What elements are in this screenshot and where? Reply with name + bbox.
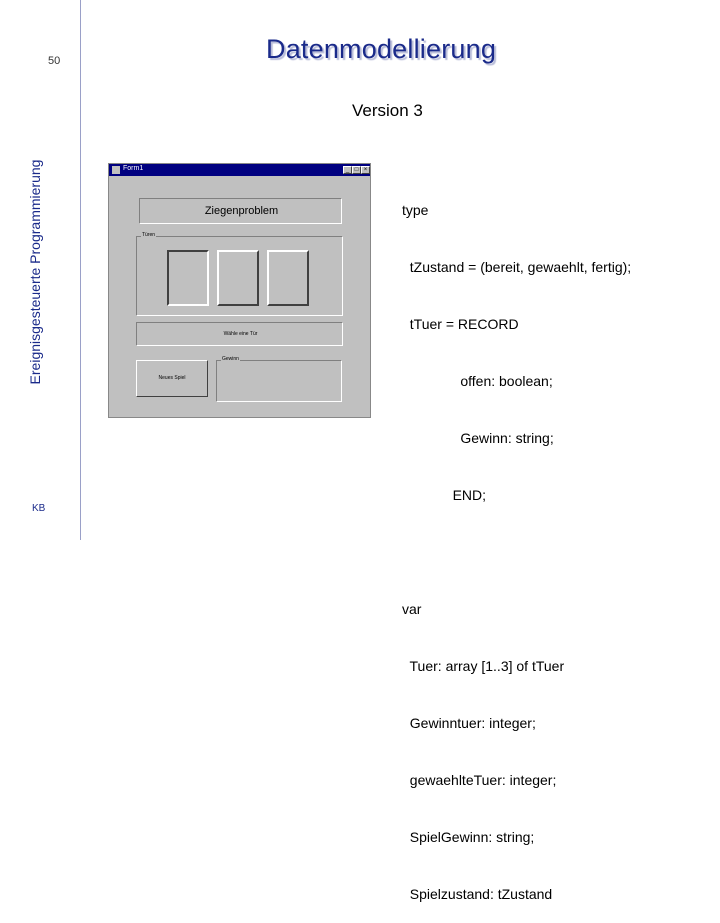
doors-groupbox: [136, 232, 343, 316]
code-blank-line: [402, 543, 631, 562]
form-heading: Ziegenproblem: [204, 205, 279, 217]
heading-panel: [139, 198, 342, 224]
minimize-icon[interactable]: _: [343, 166, 352, 174]
code-line: tTuer = RECORD: [402, 316, 519, 332]
form-titlebar: [109, 164, 370, 176]
app-icon: [112, 166, 120, 174]
status-text: Wähle eine Tür: [223, 331, 258, 337]
code-line: offen: boolean;: [402, 373, 553, 389]
close-icon[interactable]: ×: [361, 166, 370, 174]
code-line: type: [402, 202, 429, 218]
code-line: SpielGewinn: string;: [402, 829, 535, 845]
page-number: 50: [48, 55, 61, 67]
maximize-icon[interactable]: □: [352, 166, 361, 174]
status-panel: [136, 322, 343, 346]
code-line: Gewinntuer: integer;: [402, 715, 536, 731]
door-1-button[interactable]: [167, 250, 209, 306]
code-line: tZustand = (bereit, gewaehlt, fertig);: [402, 259, 632, 275]
code-listing: [402, 163, 631, 923]
code-line: END;: [402, 487, 487, 503]
code-line: gewaehlteTuer: integer;: [402, 772, 557, 788]
vertical-course-title: Ereignisgesteuerte Programmierung: [27, 159, 43, 385]
vertical-divider: [80, 0, 81, 540]
form-screenshot: [108, 163, 371, 418]
result-groupbox: [216, 356, 342, 402]
code-line: var: [402, 601, 422, 617]
new-game-button[interactable]: [136, 360, 208, 397]
code-line: Spielzustand: tZustand: [402, 886, 553, 902]
doors-caption: Türen: [142, 232, 156, 238]
new-game-label: Neues Spiel: [158, 375, 186, 381]
code-line: Gewinn: string;: [402, 430, 554, 446]
form-caption: Form1: [123, 165, 144, 172]
door-2-button[interactable]: [217, 250, 259, 306]
author-initials: KB: [32, 503, 46, 514]
slide-title: Datenmodellierung: [266, 34, 497, 64]
slide-subtitle: Version 3: [352, 101, 423, 120]
code-line: Tuer: array [1..3] of tTuer: [402, 658, 565, 674]
result-caption: Gewinn: [222, 356, 239, 362]
door-3-button[interactable]: [267, 250, 309, 306]
